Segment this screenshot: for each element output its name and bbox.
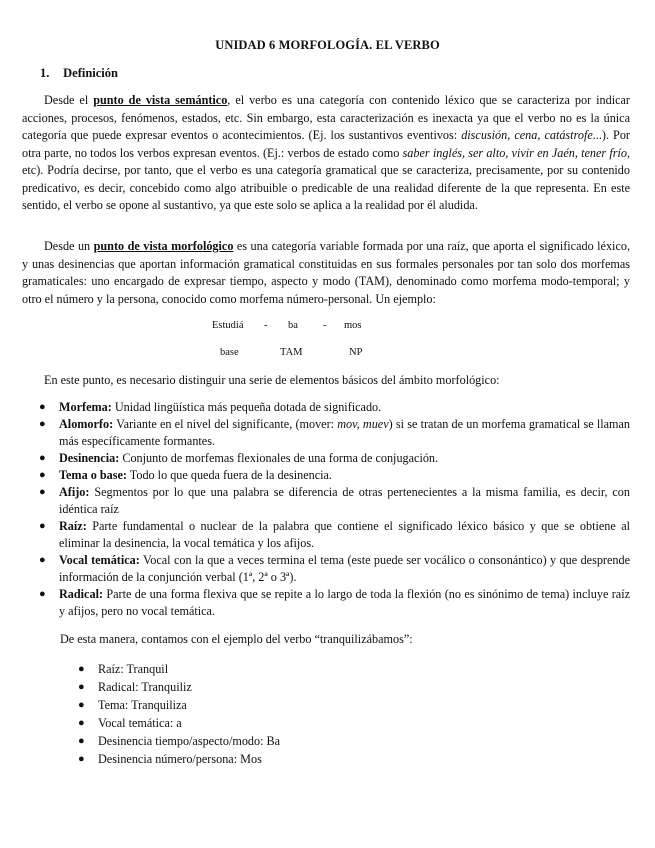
list-item [22,518,630,552]
p1-lead: Desde el [44,93,94,107]
bullet-icon: ● [78,699,85,711]
bullet-icon: ● [39,469,46,481]
p2-text-1: es una categoría variable formada por una raíz, que aporta el significado léxico, y unas desinencias que aportan información gramatical constituidas en sus formales personales por tan solo dos morfemas gramaticales: uno encargado de expresar tiempo, aspecto y modo (TAM), denominado como morfema modo-temporal; y otro el número y la persona, conocido como morfema número-personal. Un ejemplo: [22,239,630,306]
paragraph-semantic [22,92,630,215]
paragraph-morphological [22,238,630,308]
term-definition: Variante en el nivel del significante, (mover: [113,417,338,431]
example-separator: - [264,320,268,331]
term-label: Tema o base: [59,468,127,482]
bullet-icon: ● [39,520,46,532]
bullet-icon: ● [39,554,46,566]
list-item [22,450,630,467]
term-definition-cont: ) si se tratan de un morfema gramatical se llaman más específicamente formantes. [59,417,630,448]
example-label: TAM [280,347,303,358]
term-label: Radical: [59,587,104,601]
paragraph-intro-elements [22,372,630,390]
list-item [22,399,630,416]
term-definition: Todo lo que queda fuera de la desinencia. [126,468,332,482]
term-label: Afijo: [59,485,90,499]
example-segment: ba [288,320,298,331]
verb-breakdown-list [60,660,280,768]
p3-text: En este punto, es necesario distinguir una serie de elementos básicos del ámbito morfológico: [44,373,500,387]
bullet-icon: ● [78,753,85,765]
term-definition: Segmentos por lo que una palabra se diferencia de otras pertenecientes a la misma familia, es decir, con idéntica raíz [59,485,630,516]
example-label: base [220,347,239,358]
breakdown-text: Vocal temática: a [98,716,182,730]
example-label: NP [349,347,363,358]
p1-italic-1: discusión, cena, catástrofe [461,128,593,142]
section-number: 1. [40,66,50,80]
breakdown-text: Tema: Tranquiliza [98,698,187,712]
example-intro: De esta manera, contamos con el ejemplo del verbo “tranquilizábamos”: [60,632,413,646]
bullet-icon: ● [39,418,46,430]
list-item [22,467,630,484]
section-heading [40,66,118,81]
list-item [60,732,280,750]
p1-text-1: , el verbo es una categoría con contenido léxico que se caracteriza por indicar acciones, procesos, fenómenos, estados, etc. Sin embargo, esta caracterización es inexacta ya que el verbo no es la única categoría que puede expresar eventos o acontecimientos. (Ej. los sustantivos eventivos: [22,93,630,142]
bullet-icon: ● [39,588,46,600]
morphology-terms-list [22,399,630,620]
term-definition: Parte de una forma flexiva que se repite a lo largo de toda la flexión (no es sinónimo de tema) incluye raíz y afijos, pero no vocal temática. [59,587,630,618]
bullet-icon: ● [78,681,85,693]
example-segment: mos [344,320,362,331]
list-item [22,586,630,620]
list-item [60,660,280,678]
section-title: Definición [63,66,118,80]
term-definition: Parte fundamental o nuclear de la palabra que contiene el significado léxico básico y que se obtiene al eliminar la desinencia, la vocal temática y los afijos. [59,519,630,550]
example-segment: Estudiá [212,320,244,331]
term-label: Desinencia: [59,451,120,465]
list-item [60,750,280,768]
p1-text-3: , etc). Podría decirse, por tanto, que el verbo es una categoría gramatical que se caracteriza, precisamente, por su contenido predicativo, es decir, concebido como algo atribuible o predicable de una realidad diferente de la que representa. En este sentido, el verbo se opone al sustantivo, ya que este solo se aplica a la realidad por él aludida. [22,145,631,212]
term-label: Morfema: [59,400,112,414]
page-title: UNIDAD 6 MORFOLOGÍA. EL VERBO [215,38,440,52]
bullet-icon: ● [78,717,85,729]
p1-text-2: ...). Por otra parte, no todos los verbos expresan eventos. (Ej.: verbos de estado como [22,128,630,160]
breakdown-text: Radical: Tranquiliz [98,680,192,694]
p2-lead: Desde un [44,239,94,253]
term-label: Vocal temática: [59,553,140,567]
list-item [22,416,630,450]
term-definition: Vocal con la que a veces termina el tema (este puede ser vocálico o consonántico) y que desprende información de la conjunción verbal (1ª, 2ª o 3ª). [59,553,630,584]
term-label: Alomorfo: [59,417,114,431]
breakdown-text: Desinencia tiempo/aspecto/modo: Ba [98,734,281,748]
bullet-icon: ● [78,663,85,675]
term-definition: Conjunto de morfemas flexionales de una forma de conjugación. [119,451,439,465]
bullet-icon: ● [39,401,46,413]
p2-term: punto de vista morfológico [93,239,234,253]
term-italic: mov, muev [337,417,389,431]
list-item [60,678,280,696]
list-item [22,552,630,586]
term-definition: Unidad lingüística más pequeña dotada de significado. [111,400,382,414]
breakdown-text: Desinencia número/persona: Mos [98,752,262,766]
term-label: Raíz: [59,519,87,533]
list-item [22,484,630,518]
breakdown-text: Raíz: Tranquil [98,662,169,676]
example-separator: - [323,320,327,331]
list-item [60,714,280,732]
bullet-icon: ● [39,486,46,498]
p1-italic-2: saber inglés, ser alto, vivir en Jaén, tener frío [402,145,627,160]
bullet-icon: ● [39,452,46,464]
p1-term: punto de vista semántico [93,93,228,107]
bullet-icon: ● [78,735,85,747]
list-item [60,696,280,714]
